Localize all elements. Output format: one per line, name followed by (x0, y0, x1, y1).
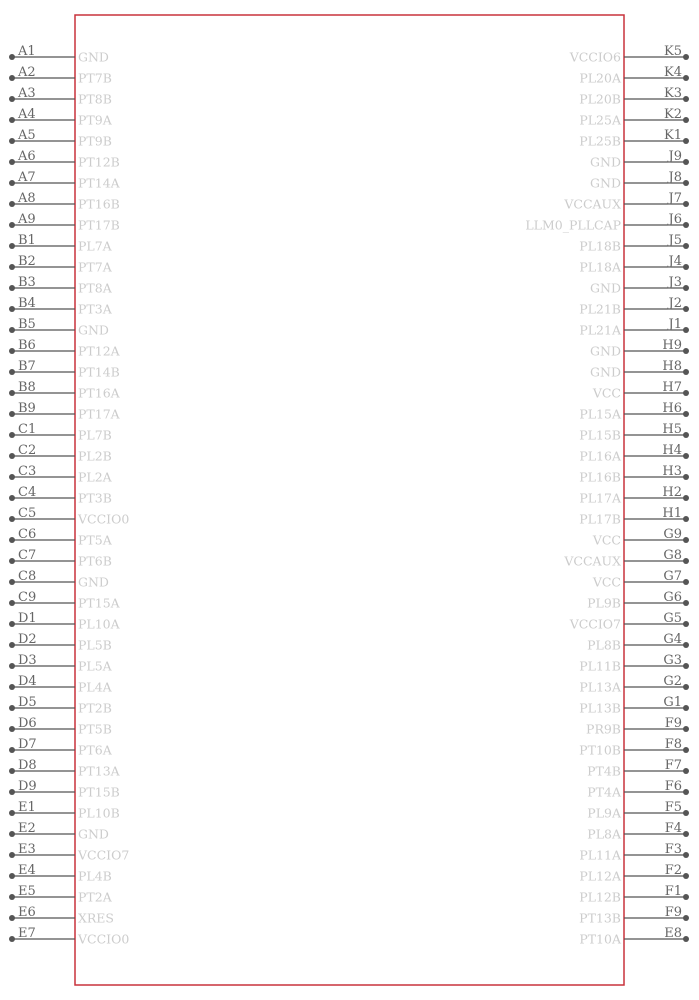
pin-number: G9 (663, 527, 682, 542)
pin-number: C7 (18, 548, 37, 563)
pin-endpoint-dot (9, 600, 15, 606)
pin-endpoint-dot (9, 180, 15, 186)
pin-endpoint-dot (683, 264, 689, 270)
pin-name: PL4A (78, 679, 112, 695)
pin-name: PL16A (579, 448, 621, 464)
pin-name: PT9A (78, 112, 112, 128)
pin-endpoint-dot (9, 96, 15, 102)
pin-name: VCC (592, 574, 621, 590)
pin-number: J1 (668, 317, 682, 332)
pin-number: G3 (663, 653, 682, 668)
pin-endpoint-dot (9, 915, 15, 921)
pin-endpoint-dot (9, 474, 15, 480)
pin-endpoint-dot (9, 264, 15, 270)
pin-endpoint-dot (9, 369, 15, 375)
pin-name: PT10A (579, 931, 621, 947)
pin-endpoint-dot (9, 726, 15, 732)
pin-name: PT8B (78, 91, 112, 107)
pin-endpoint-dot (683, 936, 689, 942)
pin-name: GND (78, 826, 109, 842)
pin-name: PL2A (78, 469, 112, 485)
pin-name: PL13A (579, 679, 621, 695)
pin-number: B2 (18, 254, 36, 269)
pin-name: PL20A (579, 70, 621, 86)
pin-endpoint-dot (683, 537, 689, 543)
pin-name: PL9B (587, 595, 621, 611)
pin-endpoint-dot (683, 684, 689, 690)
pin-endpoint-dot (683, 348, 689, 354)
pin-number: E6 (18, 905, 36, 920)
pin-endpoint-dot (9, 243, 15, 249)
pin-name: PL17B (579, 511, 621, 527)
pin-number: J5 (668, 233, 682, 248)
pin-number: J8 (668, 170, 682, 185)
pin-endpoint-dot (683, 138, 689, 144)
pin-number: A9 (18, 212, 36, 227)
pin-endpoint-dot (9, 831, 15, 837)
pin-number: A5 (18, 128, 36, 143)
pin-number: D7 (18, 737, 37, 752)
pin-endpoint-dot (9, 705, 15, 711)
pin-number: C3 (18, 464, 37, 479)
pin-name: PT6A (78, 742, 112, 758)
pin-name: PL21A (579, 322, 621, 338)
pin-number: E4 (18, 863, 36, 878)
pin-number: B7 (18, 359, 36, 374)
pin-name: PL15A (579, 406, 621, 422)
pin-number: G6 (663, 590, 682, 605)
pin-name: PT10B (579, 742, 621, 758)
pin-endpoint-dot (9, 621, 15, 627)
pin-endpoint-dot (9, 222, 15, 228)
pin-number: D5 (18, 695, 37, 710)
pin-endpoint-dot (9, 894, 15, 900)
pin-name: PL20B (579, 91, 621, 107)
pin-name: PT15A (78, 595, 120, 611)
pin-endpoint-dot (9, 348, 15, 354)
pin-endpoint-dot (9, 54, 15, 60)
pin-endpoint-dot (683, 369, 689, 375)
pin-number: B6 (18, 338, 36, 353)
pin-endpoint-dot (9, 789, 15, 795)
pin-number: F3 (664, 842, 682, 857)
pin-endpoint-dot (683, 663, 689, 669)
pin-number: A2 (18, 65, 36, 80)
pin-number: G1 (663, 695, 682, 710)
pin-name: PT5B (78, 721, 112, 737)
pin-endpoint-dot (683, 453, 689, 459)
pin-number: J7 (668, 191, 682, 206)
pin-name: PT2B (78, 700, 112, 716)
pin-name: PR9B (586, 721, 621, 737)
pin-name: GND (78, 49, 109, 65)
pin-endpoint-dot (9, 285, 15, 291)
pin-name: PL13B (579, 700, 621, 716)
ic-body-outline (75, 15, 624, 985)
pin-name: PT13A (78, 763, 120, 779)
pin-number: J6 (668, 212, 682, 227)
pin-name: GND (590, 343, 621, 359)
pin-endpoint-dot (9, 747, 15, 753)
pin-endpoint-dot (9, 579, 15, 585)
pin-number: B1 (18, 233, 36, 248)
pin-endpoint-dot (683, 789, 689, 795)
pin-endpoint-dot (9, 810, 15, 816)
pin-number: H6 (662, 401, 682, 416)
pin-name: VCCIO0 (78, 511, 130, 527)
pin-endpoint-dot (9, 537, 15, 543)
pin-name: PL10A (78, 616, 120, 632)
pin-number: H8 (662, 359, 682, 374)
pin-name: PL2B (78, 448, 112, 464)
pin-number: A1 (18, 44, 36, 59)
pin-number: F7 (664, 758, 682, 773)
pin-endpoint-dot (683, 411, 689, 417)
pin-number: E3 (18, 842, 36, 857)
pin-number: C2 (18, 443, 37, 458)
pin-name: GND (590, 154, 621, 170)
pin-endpoint-dot (683, 201, 689, 207)
pin-name: PT7A (78, 259, 112, 275)
pin-name: PL18A (579, 259, 621, 275)
pin-number: C5 (18, 506, 37, 521)
pin-name: PL5A (78, 658, 112, 674)
pin-name: PT6B (78, 553, 112, 569)
pin-endpoint-dot (683, 579, 689, 585)
pin-number: F6 (664, 779, 682, 794)
pin-name: PL11B (579, 658, 621, 674)
pin-name: VCC (592, 385, 621, 401)
pin-endpoint-dot (683, 768, 689, 774)
pin-name: PT4A (587, 784, 621, 800)
pin-endpoint-dot (9, 768, 15, 774)
pin-name: GND (78, 574, 109, 590)
pin-number: H2 (662, 485, 682, 500)
pin-name: PT17B (78, 217, 120, 233)
pin-endpoint-dot (9, 684, 15, 690)
pin-number: A3 (18, 86, 36, 101)
pin-endpoint-dot (9, 453, 15, 459)
pin-endpoint-dot (683, 642, 689, 648)
pin-name: PL7B (78, 427, 112, 443)
pin-number: J3 (668, 275, 682, 290)
pin-name: PL25A (579, 112, 621, 128)
pin-endpoint-dot (9, 432, 15, 438)
pin-number: H4 (662, 443, 682, 458)
pin-endpoint-dot (683, 873, 689, 879)
pin-number: J9 (668, 149, 682, 164)
pin-number: A6 (18, 149, 36, 164)
pin-name: PT5A (78, 532, 112, 548)
pin-number: E7 (18, 926, 36, 941)
pin-name: VCCIO6 (569, 49, 621, 65)
pin-number: G8 (663, 548, 682, 563)
pin-endpoint-dot (683, 495, 689, 501)
pin-endpoint-dot (683, 600, 689, 606)
pin-name: PT16B (78, 196, 120, 212)
pin-endpoint-dot (9, 852, 15, 858)
pin-name: PT14A (78, 175, 120, 191)
pin-number: D2 (18, 632, 37, 647)
pin-endpoint-dot (9, 201, 15, 207)
pin-name: LLM0_PLLCAP (525, 217, 621, 233)
pin-name: PT9B (78, 133, 112, 149)
pin-endpoint-dot (9, 138, 15, 144)
pin-number: E8 (664, 926, 682, 941)
pin-number: G7 (663, 569, 682, 584)
pin-number: C9 (18, 590, 37, 605)
pin-number: K1 (664, 128, 682, 143)
pin-name: PT16A (78, 385, 120, 401)
pin-endpoint-dot (9, 663, 15, 669)
pin-endpoint-dot (9, 936, 15, 942)
pin-name: PL16B (579, 469, 621, 485)
left-pin-group (9, 44, 129, 947)
pin-name: PT12B (78, 154, 120, 170)
pin-name: PT13B (579, 910, 621, 926)
pin-number: K2 (664, 107, 682, 122)
pin-name: GND (590, 364, 621, 380)
pin-name: PL8B (587, 637, 621, 653)
pin-endpoint-dot (9, 495, 15, 501)
pin-name: VCCIO7 (78, 847, 130, 863)
pin-number: B5 (18, 317, 36, 332)
pin-number: F1 (664, 884, 682, 899)
pin-endpoint-dot (683, 180, 689, 186)
pin-endpoint-dot (683, 915, 689, 921)
pin-endpoint-dot (9, 873, 15, 879)
pin-number: B3 (18, 275, 36, 290)
pin-endpoint-dot (9, 411, 15, 417)
pin-endpoint-dot (9, 306, 15, 312)
pin-name: VCCAUX (564, 196, 621, 212)
pin-name: PL15B (579, 427, 621, 443)
pin-number: F8 (664, 737, 682, 752)
pin-number: D6 (18, 716, 37, 731)
pin-endpoint-dot (683, 432, 689, 438)
pin-name: PL17A (579, 490, 621, 506)
pin-endpoint-dot (9, 75, 15, 81)
pin-endpoint-dot (683, 285, 689, 291)
pin-name: PL7A (78, 238, 112, 254)
pin-endpoint-dot (9, 327, 15, 333)
pin-number: K4 (664, 65, 682, 80)
pin-endpoint-dot (683, 117, 689, 123)
pin-name: PL21B (579, 301, 621, 317)
pin-number: E5 (18, 884, 36, 899)
pin-endpoint-dot (683, 810, 689, 816)
pin-name: PL9A (587, 805, 621, 821)
pin-name: PL12A (579, 868, 621, 884)
pin-name: GND (78, 322, 109, 338)
pin-endpoint-dot (9, 558, 15, 564)
pin-name: PT3A (78, 301, 112, 317)
pin-endpoint-dot (9, 159, 15, 165)
pin-name: PT12A (78, 343, 120, 359)
pin-number: C1 (18, 422, 37, 437)
pin-name: PL11A (579, 847, 621, 863)
pin-number: G2 (663, 674, 682, 689)
pin-endpoint-dot (683, 159, 689, 165)
pin-number: C8 (18, 569, 37, 584)
pin-number: H5 (662, 422, 682, 437)
pin-number: C6 (18, 527, 37, 542)
pin-endpoint-dot (9, 642, 15, 648)
pin-endpoint-dot (683, 558, 689, 564)
pin-name: PT2A (78, 889, 112, 905)
pin-number: H9 (662, 338, 682, 353)
pin-endpoint-dot (683, 621, 689, 627)
pin-endpoint-dot (683, 474, 689, 480)
pin-number: G4 (663, 632, 682, 647)
pin-endpoint-dot (683, 726, 689, 732)
pin-name: PT7B (78, 70, 112, 86)
pin-name: VCCIO7 (569, 616, 621, 632)
pin-number: D4 (18, 674, 37, 689)
pin-endpoint-dot (683, 747, 689, 753)
pin-name: PT4B (587, 763, 621, 779)
pin-endpoint-dot (683, 222, 689, 228)
pin-number: G5 (663, 611, 682, 626)
pin-number: B4 (18, 296, 36, 311)
pin-number: E2 (18, 821, 36, 836)
pin-number: A8 (18, 191, 36, 206)
pin-name: PT15B (78, 784, 120, 800)
pin-endpoint-dot (683, 96, 689, 102)
pin-number: F9 (664, 905, 682, 920)
pin-number: K3 (664, 86, 682, 101)
pin-number: H7 (662, 380, 682, 395)
pin-name: PT14B (78, 364, 120, 380)
pin-endpoint-dot (683, 75, 689, 81)
pin-number: D9 (18, 779, 37, 794)
pin-endpoint-dot (683, 54, 689, 60)
pin-name: GND (590, 280, 621, 296)
pin-number: F2 (664, 863, 682, 878)
pin-number: B8 (18, 380, 36, 395)
pin-name: VCCAUX (564, 553, 621, 569)
pin-endpoint-dot (683, 390, 689, 396)
pin-name: PT17A (78, 406, 120, 422)
pin-name: PL25B (579, 133, 621, 149)
pin-number: J4 (668, 254, 682, 269)
pin-endpoint-dot (683, 852, 689, 858)
pin-number: F5 (664, 800, 682, 815)
pin-number: D8 (18, 758, 37, 773)
pin-endpoint-dot (9, 117, 15, 123)
pin-endpoint-dot (683, 894, 689, 900)
pin-number: J2 (668, 296, 682, 311)
pin-name: PL18B (579, 238, 621, 254)
pin-number: D1 (18, 611, 37, 626)
pin-endpoint-dot (683, 831, 689, 837)
pin-endpoint-dot (9, 516, 15, 522)
pin-number: H3 (662, 464, 682, 479)
pin-endpoint-dot (9, 390, 15, 396)
pin-endpoint-dot (683, 705, 689, 711)
pin-name: VCC (592, 532, 621, 548)
pin-number: H1 (662, 506, 682, 521)
pin-name: PT3B (78, 490, 112, 506)
pin-name: PL8A (587, 826, 621, 842)
pin-number: D3 (18, 653, 37, 668)
pin-number: A4 (18, 107, 36, 122)
pin-number: B9 (18, 401, 36, 416)
pin-name: PT8A (78, 280, 112, 296)
pin-endpoint-dot (683, 306, 689, 312)
pin-number: A7 (18, 170, 36, 185)
pin-endpoint-dot (683, 516, 689, 522)
pin-name: VCCIO0 (78, 931, 130, 947)
pin-endpoint-dot (683, 327, 689, 333)
pin-number: F4 (664, 821, 682, 836)
pin-name: PL5B (78, 637, 112, 653)
pin-name: XRES (78, 910, 114, 926)
pin-number: K5 (664, 44, 682, 59)
pin-endpoint-dot (683, 243, 689, 249)
pin-name: PL10B (78, 805, 120, 821)
pin-number: E1 (18, 800, 36, 815)
pin-number: C4 (18, 485, 37, 500)
pin-name: PL12B (579, 889, 621, 905)
pin-name: PL4B (78, 868, 112, 884)
pin-number: F9 (664, 716, 682, 731)
pin-name: GND (590, 175, 621, 191)
